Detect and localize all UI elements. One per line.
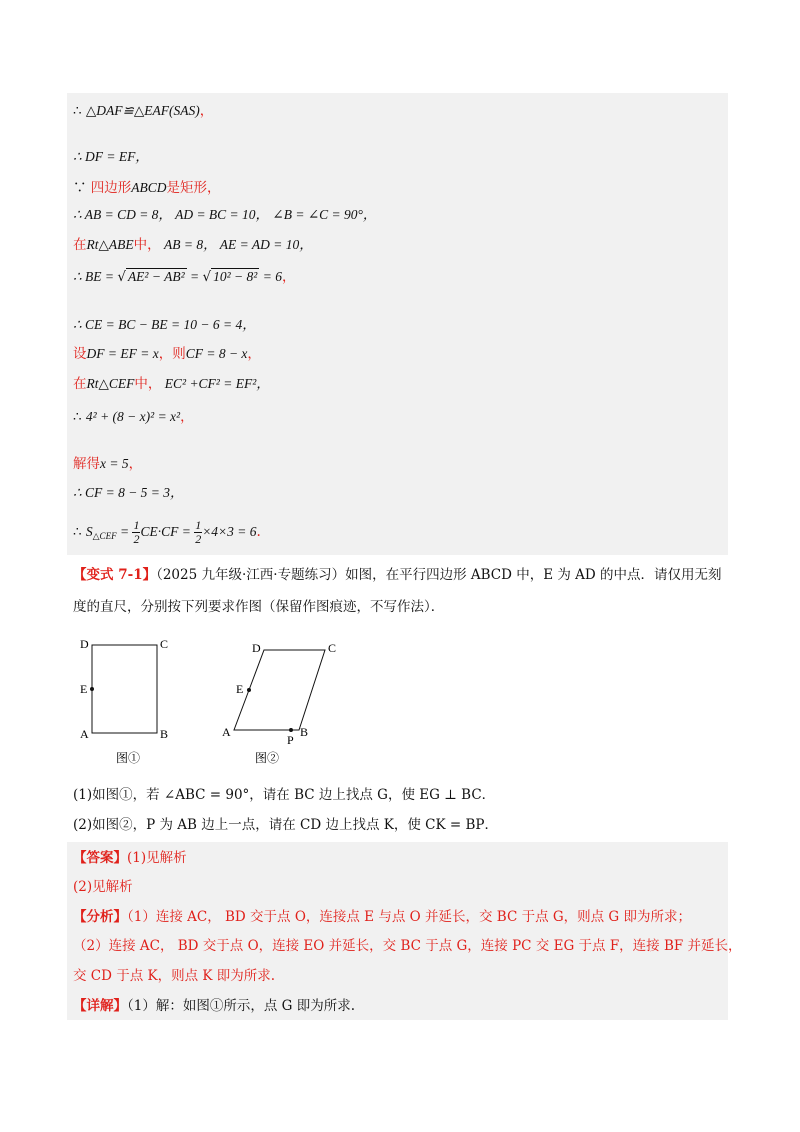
- figure-1-point-e: [90, 687, 94, 691]
- problem-line-1: 【变式 7-1】（2025 九年级·江西·专题练习）如图，在平行四边形 ABCD 中，E 为 AD 的中点．请仅用无刻: [73, 567, 722, 583]
- answer-panel: [67, 842, 728, 1020]
- figure-2-label-e: E: [236, 682, 244, 696]
- step-area: ∴ $S_{\triangle CEF}$ = $\frac{1}{2}$ CE·CF = $\frac{1}{2}$ ×4×3 = 6.: [73, 518, 261, 546]
- step-df-ef: ∴ DF = EF，: [73, 149, 149, 164]
- figure-1-label-b: B: [160, 727, 169, 741]
- step-cf: ∴ CF = 8 − 5 = 3，: [73, 485, 184, 500]
- answer-line-1: 【答案】(1)见解析: [73, 850, 187, 866]
- step-let-x: 设DF = EF = x，则CF = 8 − x，: [73, 346, 261, 362]
- figure-2-point-e: [247, 688, 251, 692]
- figure-2-caption: 图②: [255, 751, 280, 765]
- step-rectangle: ∵ 四边形ABCD是矩形，: [73, 180, 221, 196]
- variant-tag: 【变式 7-1】: [73, 567, 157, 583]
- figure-2-label-p: P: [287, 733, 294, 747]
- analysis-line-3: 交 CD 于点 K，则点 K 即为所求.: [73, 968, 276, 984]
- figure-2: [215, 630, 355, 770]
- figure-2-label-d: D: [252, 641, 261, 655]
- detail-tag: 【详解】: [73, 998, 127, 1014]
- analysis-line-1: 【分析】（1）连接 AC， BD 交于点 O，连接点 E 与点 O 并延长，交 BC 于点 G，则点 G 即为所求；: [73, 909, 692, 925]
- figure-1: [70, 630, 180, 770]
- figure-2-label-a: A: [222, 725, 231, 739]
- step-rt-cef: 在Rt△CEF中， EC² +CF² = EF²，: [73, 376, 270, 392]
- figure-1-label-d: D: [80, 637, 89, 651]
- detail-line-1: 【详解】（1）解：如图①所示，点 G 即为所求.: [73, 998, 355, 1014]
- figure-2-label-c: C: [328, 641, 337, 655]
- figure-1-caption: 图①: [116, 751, 141, 765]
- figure-2-point-p: [289, 728, 293, 732]
- step-equation: ∴ 4² + (8 − x)² = x²，: [73, 409, 194, 425]
- question-2: (2)如图②，P 为 AB 边上一点，请在 CD 边上找点 K，使 CK = BP．: [73, 817, 498, 833]
- figure-1-label-e: E: [80, 682, 88, 696]
- step-congruence: ∴ △DAF≌△EAF(SAS)，: [73, 103, 214, 119]
- step-solve: 解得x = 5，: [73, 456, 143, 472]
- step-ce: ∴ CE = BC − BE = 10 − 6 = 4，: [73, 317, 256, 332]
- figure-1-label-a: A: [80, 727, 89, 741]
- step-be: ∴ BE = √ AE² − AB² = √ 10² − 8² = 6，: [73, 269, 296, 285]
- answer-line-2: (2)见解析: [73, 879, 133, 895]
- figure-2-label-b: B: [300, 725, 309, 739]
- analysis-tag: 【分析】: [73, 909, 127, 925]
- step-sides: ∴ AB = CD = 8， AD = BC = 10， ∠B = ∠C = 90°，: [73, 207, 377, 222]
- step-rt-abe: 在Rt△ABE中， AB = 8， AE = AD = 10，: [73, 237, 313, 253]
- figure-1-rectangle: [92, 645, 157, 733]
- answer-tag: 【答案】: [73, 850, 127, 866]
- problem-line-2: 度的直尺，分别按下列要求作图（保留作图痕迹，不写作法）．: [73, 599, 445, 615]
- question-1: (1)如图①，若 ∠ABC = 90°，请在 BC 边上找点 G，使 EG ⊥ BC．: [73, 787, 496, 803]
- figure-1-label-c: C: [160, 637, 169, 651]
- analysis-line-2: （2）连接 AC， BD 交于点 O，连接 EO 并延长，交 BC 于点 G，连接 PC 交 EG 于点 F，连接 BF 并延长，: [73, 938, 742, 954]
